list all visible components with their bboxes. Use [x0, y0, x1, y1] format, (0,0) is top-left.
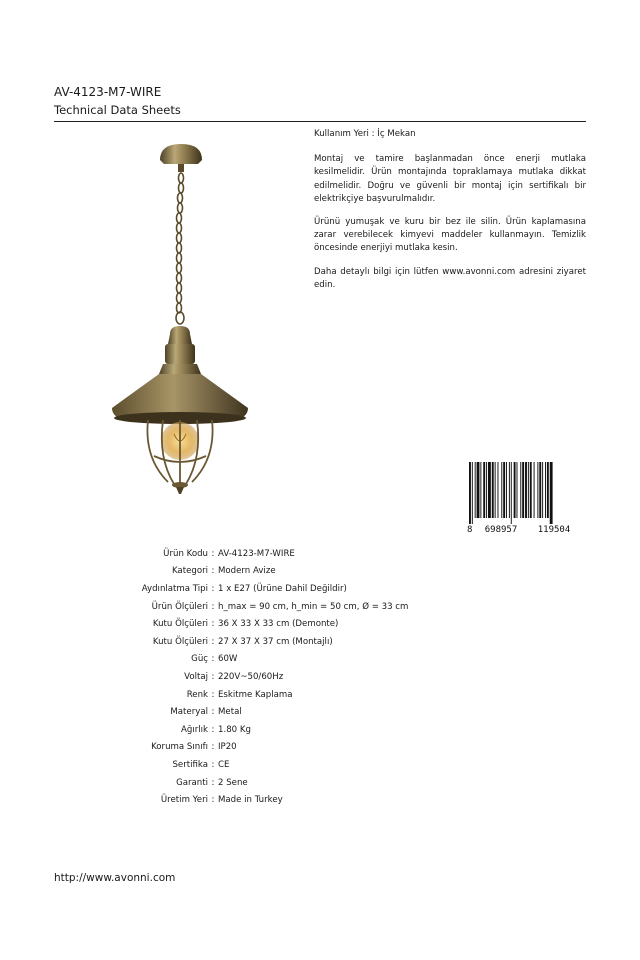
chain [176, 173, 184, 324]
barcode-digits: 8 [467, 525, 473, 534]
barcode-bar [520, 462, 521, 518]
spec-label: Kutu Ölçüleri [152, 619, 208, 630]
spec-row [60, 633, 480, 651]
spec-value: Made in Turkey [218, 795, 283, 806]
barcode-bar [525, 462, 527, 518]
spec-row [60, 598, 480, 616]
barcode-bar [492, 462, 494, 518]
spec-value: 220V~50/60Hz [218, 671, 284, 682]
spec-separator: : [211, 777, 215, 788]
document-header [54, 84, 586, 122]
barcode-bar [509, 462, 510, 518]
spec-row [60, 668, 480, 686]
barcode-digits: 698957 [484, 525, 518, 534]
barcode-bar [545, 462, 546, 518]
spec-row [60, 615, 480, 633]
spec-separator: : [211, 759, 215, 770]
barcode-bar [503, 462, 505, 518]
barcode-bar [539, 462, 541, 518]
spec-row [60, 545, 480, 563]
barcode-bar [511, 462, 512, 524]
spec-label: Kategori [171, 566, 208, 577]
spec-label: Ağırlık [180, 724, 208, 735]
spec-value: Metal [218, 707, 242, 718]
barcode-bar [475, 462, 476, 518]
spec-value: h_max = 90 cm, h_min = 50 cm, Ø = 33 cm [218, 601, 409, 612]
wire-cage [147, 420, 212, 484]
pendant-lamp-illustration [108, 138, 258, 498]
spec-label: Sertifika [172, 759, 208, 770]
spec-separator: : [211, 689, 215, 700]
spec-separator: : [211, 795, 215, 806]
barcode-bar [522, 462, 524, 518]
barcode-bar [488, 462, 491, 518]
spec-separator: : [211, 619, 215, 630]
usage-info [314, 128, 586, 302]
spec-label: Güç [191, 654, 208, 665]
spec-label: Garanti [176, 777, 208, 788]
document-subtitle: Technical Data Sheets [54, 103, 181, 117]
spec-value: IP20 [218, 742, 237, 753]
spec-row [60, 791, 480, 809]
spec-separator: : [211, 707, 215, 718]
barcode-bar [537, 462, 538, 518]
barcode-bar [534, 462, 535, 518]
spec-separator: : [211, 548, 215, 559]
spec-table [60, 545, 480, 809]
spec-row [60, 651, 480, 669]
spec-row [60, 721, 480, 739]
spec-value: AV-4123-M7-WIRE [218, 548, 295, 559]
spec-value: Eskitme Kaplama [218, 689, 293, 700]
spec-value: 27 X 37 X 37 cm (Montajlı) [218, 636, 333, 647]
spec-separator: : [211, 583, 215, 594]
ceiling-canopy [160, 144, 202, 164]
usage-place: Kullanım Yeri : İç Mekan [314, 129, 416, 139]
barcode-bar [528, 462, 529, 518]
spec-label: Voltaj [184, 671, 208, 682]
barcode-bar [477, 462, 480, 518]
spec-value: CE [218, 759, 230, 770]
spec-separator: : [211, 742, 215, 753]
barcode-bar [486, 462, 487, 518]
spec-value: 2 Sene [218, 777, 248, 788]
spec-separator: : [211, 636, 215, 647]
barcode-bar [542, 462, 543, 518]
spec-row [60, 774, 480, 792]
spec-row [60, 686, 480, 704]
spec-label: Üretim Yeri [160, 795, 208, 806]
spec-label: Materyal [170, 707, 208, 718]
barcode-bar [469, 462, 471, 524]
barcode-bar [514, 462, 516, 518]
document-title: AV-4123-M7-WIRE [54, 85, 162, 99]
spec-label: Aydınlatma Tipi [141, 583, 208, 594]
cleaning-instructions: Ürünü yumuşak ve kuru bir bez ile silin. Ürün kaplamasına zarar verebilecek kimyevi maddeler kullanmayın. Temizlik öncesinde enerjiyi mutlaka kesin. [314, 217, 586, 254]
barcode-bar [547, 462, 549, 518]
product-image [108, 138, 258, 498]
spec-separator: : [211, 566, 215, 577]
barcode-bar [501, 462, 502, 518]
barcode-digits: 119504 [537, 525, 571, 534]
barcode-bar [483, 462, 485, 518]
spec-separator: : [211, 671, 215, 682]
spec-label: Ürün Ölçüleri [151, 601, 208, 612]
spec-label: Koruma Sınıfı [151, 742, 208, 753]
spec-label: Kutu Ölçüleri [152, 636, 208, 647]
spec-value: 36 X 33 X 33 cm (Demonte) [218, 619, 339, 630]
barcode-graphic [467, 462, 585, 534]
header-divider [54, 121, 586, 122]
website-note: Daha detaylı bilgi için lütfen www.avonni.com adresini ziyaret edin. [314, 266, 586, 290]
spec-separator: : [211, 724, 215, 735]
spec-row [60, 703, 480, 721]
spec-row [60, 563, 480, 581]
barcode-bar [506, 462, 507, 518]
barcode-bar [472, 462, 473, 524]
barcode [467, 462, 585, 534]
website-link[interactable]: http://www.avonni.com [54, 872, 176, 884]
spec-separator: : [211, 654, 215, 665]
spec-row [60, 580, 480, 598]
barcode-bar [550, 462, 553, 524]
spec-row [60, 756, 480, 774]
spec-value: Modern Avize [218, 566, 276, 577]
spec-row [60, 739, 480, 757]
spec-label: Renk [186, 689, 208, 700]
spec-value: 60W [218, 654, 238, 665]
installation-warning: Montaj ve tamire başlanmadan önce enerji mutlaka kesilmelidir. Ürün montajında topraklamaya mutlaka dikkat edilmelidir. Doğru ve güvenli bir montaj için sertifikalı bir elektrikçiye başvurulmalıdır. [314, 154, 586, 204]
barcode-bar [480, 462, 481, 518]
spec-label: Ürün Kodu [163, 548, 208, 559]
barcode-bar [495, 462, 496, 518]
barcode-bar [498, 462, 499, 518]
spec-value: 1.80 Kg [218, 724, 251, 735]
spec-value: 1 x E27 (Ürüne Dahil Değildir) [218, 583, 347, 594]
spec-separator: : [211, 601, 215, 612]
barcode-bar [517, 462, 518, 518]
barcode-bar [530, 462, 532, 518]
